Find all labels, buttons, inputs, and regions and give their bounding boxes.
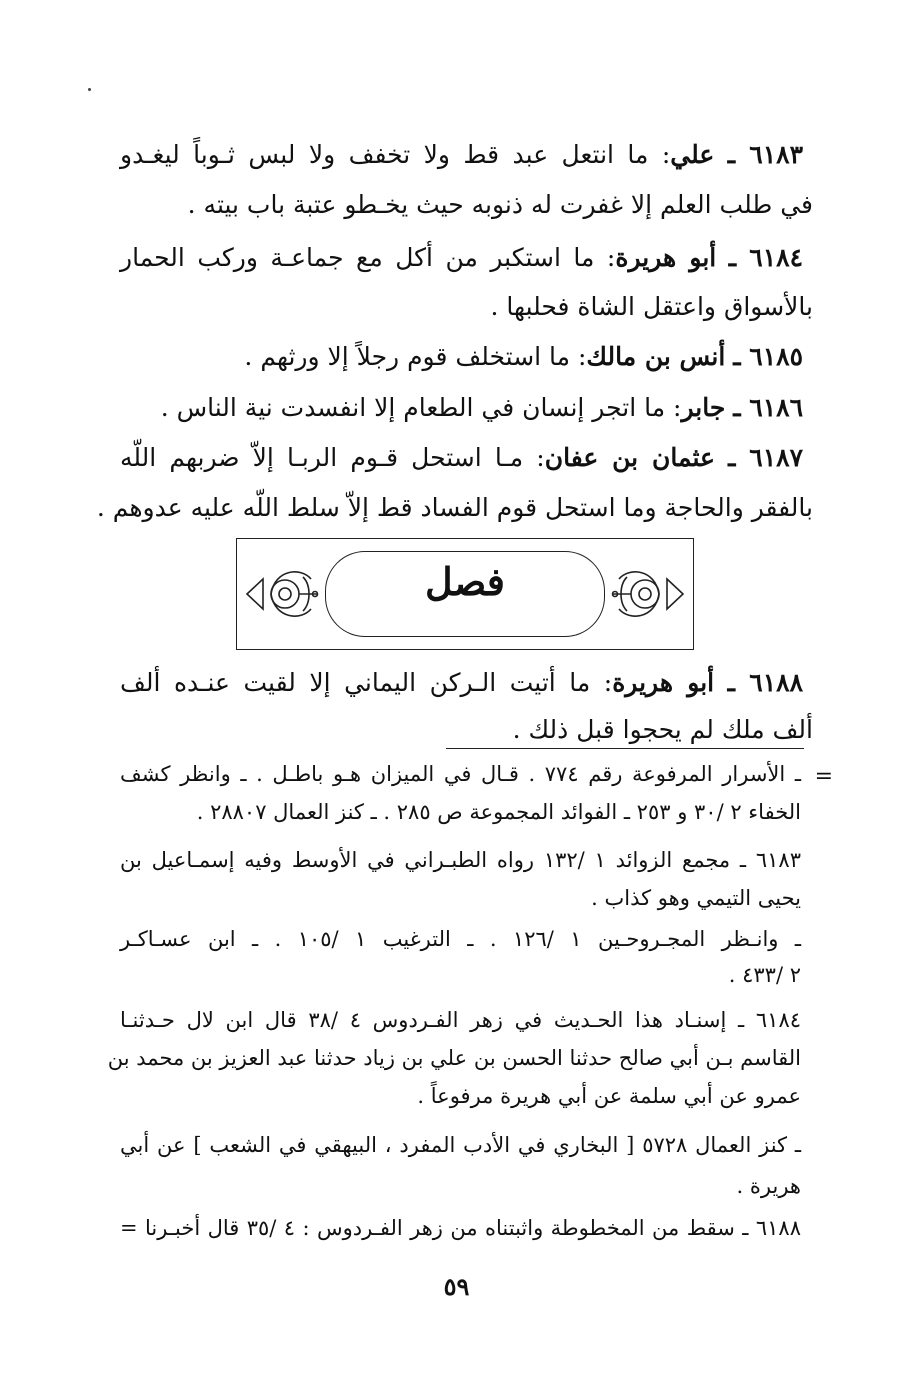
section-banner	[236, 538, 694, 650]
footnote-line: ـ كنز العمال ٥٧٢٨ [ البخاري في الأدب المفرد ، البيهقي في الشعب ] عن أبي	[120, 1133, 802, 1157]
entry-6183-line-2: في طلب العلم إلا غفرت له ذنوبه حيث يخـطو عتبة باب بيته .	[187, 190, 813, 219]
scan-speck	[88, 88, 91, 91]
section-title: فصل	[425, 559, 505, 604]
hadith-text: : مـا استحل قـوم الربـا إلاّ ضربهم اللّه	[120, 443, 545, 472]
footnote-line: ـ الأسرار المرفوعة رقم ٧٧٤ . قـال في الميزان هـو باطـل . ـ وانظر كشف	[120, 762, 801, 786]
hadith-number: ٦١٨٣ ـ	[727, 140, 803, 169]
narrator-name: علي	[670, 140, 715, 169]
entry-6183-line-1	[120, 140, 803, 169]
footnote-line: ـ وانـظر المجـروحـين ١ /١٢٦ . ـ الترغيب ١ /١٠٥ . ـ ابن عسـاكـر	[120, 927, 801, 951]
hadith-text: : ما استكبر من أكل مع جماعـة وركب الحمار	[120, 243, 616, 272]
narrator-name: عثمان بن عفان	[544, 443, 715, 472]
page-number: ٥٩	[443, 1272, 470, 1301]
narrator-name: أبو هريرة	[615, 243, 717, 272]
footnote-line: يحيى التيمي وهو كذاب .	[591, 886, 801, 910]
hadith-text: : ما انتعل عبد قط ولا تخفف ولا لبس ثـوباً ليغـدو	[120, 140, 671, 169]
narrator-name: أنس بن مالك	[586, 342, 726, 371]
entry-6187-line-2: بالفقر والحاجة وما استحل قوم الفساد قط إلاّ سلط اللّه عليه عدوهم .	[96, 493, 813, 522]
footnote-divider	[446, 748, 804, 749]
hadith-text: : ما أتيت الـركن اليماني إلا لقيت عنـده ألف	[120, 668, 613, 697]
continuation-mark: =	[814, 764, 833, 789]
footnote-line: ٦١٨٤ ـ إسنـاد هذا الحـديث في زهر الفـردوس ٤ /٣٨ قال ابن لال حـدثنـا	[120, 1008, 802, 1032]
hadith-text: : ما استخلف قوم رجلاً إلا ورثهم .	[244, 342, 587, 371]
narrator-name: أبو هريرة	[612, 668, 715, 697]
entry-6186-line-1	[120, 393, 803, 422]
entry-6188-line-1	[120, 668, 803, 697]
footnote-line: عمرو عن أبي سلمة عن أبي هريرة مرفوعاً .	[417, 1084, 801, 1108]
entry-6185-line-1	[120, 342, 803, 371]
entry-6188-line-2: ألف ملك لم يحجوا قبل ذلك .	[512, 715, 813, 744]
footnote-line: ٦١٨٨ ـ سقط من المخطوطة واثبتناه من زهر الفـردوس : ٤ /٣٥ قال أخبـرنا =	[120, 1216, 801, 1240]
footnote-line: القاسم بـن أبي صالح حدثنا الحسن بن علي بن زياد حدثنا عبد العزيز بن محمد بن	[107, 1046, 801, 1070]
entry-6187-line-1	[120, 443, 803, 472]
hadith-number: ٦١٨٦ ـ	[733, 393, 803, 422]
hadith-number: ٦١٨٥ ـ	[733, 342, 803, 371]
hadith-number: ٦١٨٨ ـ	[727, 668, 803, 697]
footnote-line: ٢ /٤٣٣ .	[728, 963, 801, 987]
hadith-number: ٦١٨٤ ـ	[728, 243, 803, 272]
narrator-name: جابر	[681, 393, 726, 422]
footnote-line: ٦١٨٣ ـ مجمع الزوائد ١ /١٣٢ رواه الطبـراني في الأوسط وفيه إسمـاعيل بن	[120, 848, 801, 872]
footnote-line: هريرة .	[736, 1174, 801, 1198]
hadith-text: : ما اتجر إنسان في الطعام إلا انفسدت نية الناس .	[160, 393, 682, 422]
entry-6184-line-1	[120, 243, 803, 272]
footnote-line: الخفاء ٢ /٣٠ و ٢٥٣ ـ الفوائد المجموعة ص ٢٨٥ . ـ كنز العمال ٢٨٨٠٧ .	[196, 800, 801, 824]
entry-6184-line-2: بالأسواق واعتقل الشاة فحلبها .	[490, 292, 813, 321]
hadith-number: ٦١٨٧ ـ	[728, 443, 803, 472]
